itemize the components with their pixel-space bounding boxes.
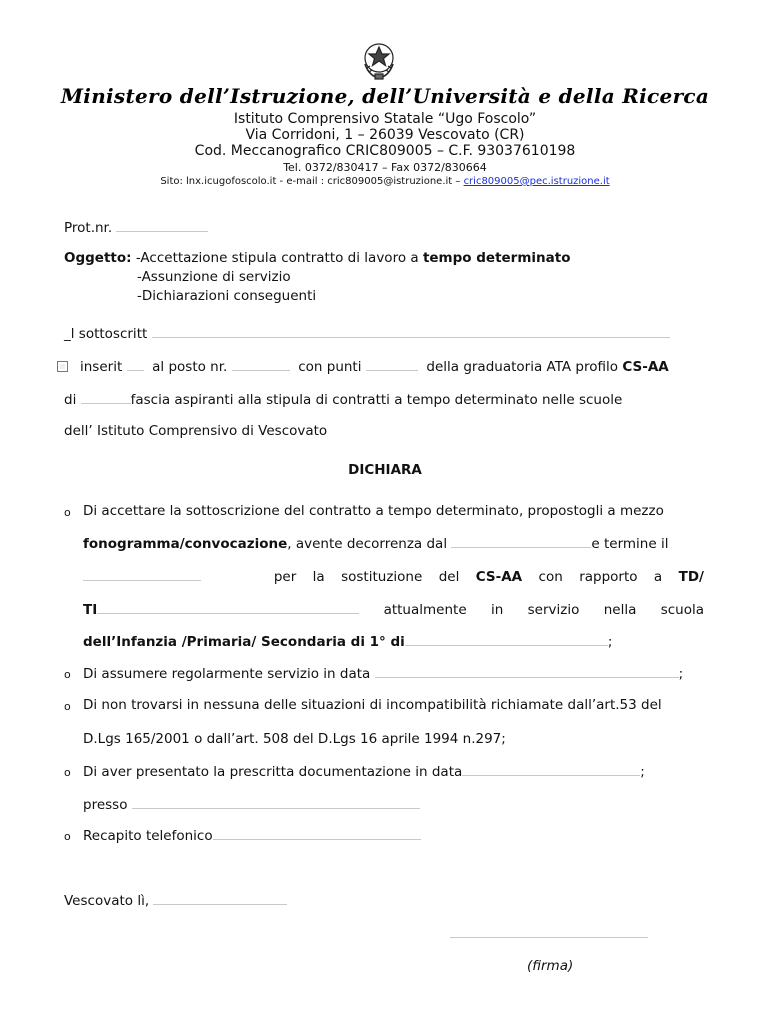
fonogram-label: fonogramma/convocazione — [83, 536, 288, 552]
ministry-title: Ministero dell’Istruzione, dell’Università e della Ricerca — [60, 84, 710, 108]
protocol-blank[interactable] — [116, 219, 208, 232]
gender-blank[interactable] — [127, 358, 144, 371]
school-type-label: dell’Infanzia /Primaria/ Secondaria di 1° di — [83, 634, 405, 650]
item1-line5 — [83, 633, 612, 650]
place-date-line — [64, 892, 287, 909]
word-sostituzione: sostituzione — [341, 569, 423, 585]
word-in: in — [490, 602, 504, 618]
subject-bold: tempo determinato — [422, 250, 571, 266]
position-blank[interactable] — [232, 358, 290, 371]
semicolon: ; — [640, 764, 645, 780]
place-date-blank[interactable] — [153, 892, 287, 905]
school-blank[interactable] — [405, 633, 608, 646]
protocol-label: Prot.nr. — [64, 220, 113, 236]
points-blank[interactable] — [366, 358, 418, 371]
bullet-3: o — [64, 700, 71, 713]
presso-blank[interactable] — [132, 796, 420, 809]
word-del: del — [438, 569, 460, 585]
signature-label: (firma) — [527, 958, 574, 974]
school-phone: Tel. 0372/830417 – Fax 0372/830664 — [283, 161, 487, 174]
documentation-date-blank[interactable] — [462, 763, 640, 776]
profile-code: CS-AA — [622, 359, 669, 375]
word-attualmente: attualmente — [383, 602, 467, 618]
start-date-blank[interactable] — [451, 535, 591, 548]
fascia-line — [64, 391, 622, 408]
signer-line — [64, 325, 670, 342]
protocol-number — [64, 219, 208, 236]
subject-text-1: -Accettazione stipula contratto di lavoro a — [135, 250, 423, 266]
signer-label: _l sottoscritt — [64, 326, 148, 342]
pec-email-link[interactable]: cric809005@pec.istruzione.it — [463, 176, 610, 187]
signature-blank[interactable] — [450, 925, 648, 938]
bullet-2: o — [64, 668, 71, 681]
contract-type-ti: TI — [83, 602, 98, 618]
word-la: la — [312, 569, 325, 585]
item3-line1: Di non trovarsi in nessuna delle situazioni di incompatibilità richiamate dall’art.53 del — [83, 697, 662, 713]
profile-code-2: CS-AA — [475, 569, 523, 585]
di-label: di — [64, 392, 77, 408]
signer-name-blank[interactable] — [152, 325, 670, 338]
word-scuola: scuola — [660, 602, 704, 618]
word-a: a — [653, 569, 663, 585]
presso-line — [83, 796, 420, 813]
decorrenza-label: , avente decorrenza dal — [287, 536, 448, 552]
ranking-label: della graduatoria ATA profilo — [426, 359, 619, 375]
item2-line — [83, 665, 683, 682]
item1-line3 — [83, 568, 704, 585]
subject-line-2: -Assunzione di servizio — [137, 269, 291, 285]
institute-line: dell’ Istituto Comprensivo di Vescovato — [64, 423, 328, 439]
semicolon: ; — [678, 666, 684, 682]
item1-line2 — [83, 535, 668, 552]
contract-type-td: TD/ — [678, 569, 704, 585]
points-label: con punti — [298, 359, 362, 375]
documentation-date-label: Di aver presentato la prescritta documentazione in data — [83, 764, 463, 780]
italian-republic-emblem-icon — [361, 38, 397, 82]
fascia-blank[interactable] — [81, 391, 131, 404]
ranking-line — [80, 358, 669, 375]
end-date-blank[interactable] — [83, 568, 201, 581]
word-nella: nella — [603, 602, 637, 618]
item4-line — [83, 763, 645, 780]
service-date-blank[interactable] — [375, 665, 679, 678]
presso-label: presso — [83, 797, 128, 813]
substitute-blank[interactable] — [97, 601, 359, 614]
word-per: per — [273, 569, 297, 585]
school-contacts — [0, 176, 770, 187]
subject-line-3: -Dichiarazioni conseguenti — [137, 288, 317, 304]
item3-line2: D.Lgs 165/2001 o dall’art. 508 del D.Lgs 16 aprile 1994 n.297; — [83, 731, 506, 747]
school-name: Istituto Comprensivo Statale “Ugo Foscolo” — [233, 111, 537, 127]
word-con: con — [538, 569, 563, 585]
phone-blank[interactable] — [213, 827, 421, 840]
school-codes: Cod. Meccanografico CRIC809005 – C.F. 93037610198 — [194, 143, 576, 159]
declares-heading: DICHIARA — [348, 462, 422, 478]
bullet-5: o — [64, 830, 71, 843]
subject-label: Oggetto: — [64, 250, 132, 266]
service-date-label: Di assumere regolarmente servizio in data — [83, 666, 371, 682]
semicolon: ; — [607, 634, 613, 650]
place-label: Vescovato lì, — [64, 893, 150, 909]
word-servizio: servizio — [527, 602, 580, 618]
position-label: al posto nr. — [152, 359, 228, 375]
end-date-label: e termine il — [591, 536, 669, 552]
inserit-label: inserit — [80, 359, 123, 375]
subject-line-1 — [64, 250, 570, 266]
item5-line — [83, 827, 421, 844]
item1-line4 — [83, 601, 704, 618]
phone-label: Recapito telefonico — [83, 828, 213, 844]
checkbox[interactable] — [57, 361, 68, 372]
bullet-4: o — [64, 766, 71, 779]
bullet-1: o — [64, 506, 71, 519]
item1-line1: Di accettare la sottoscrizione del contratto a tempo determinato, propostogli a mezzo — [83, 503, 664, 519]
school-address: Via Corridoni, 1 – 26039 Vescovato (CR) — [245, 127, 525, 143]
word-rapporto: rapporto — [579, 569, 638, 585]
contacts-text: Sito: lnx.icugofoscolo.it - e-mail : cric809005@istruzione.it – — [160, 176, 464, 187]
fascia-text: fascia aspiranti alla stipula di contratti a tempo determinato nelle scuole — [130, 392, 623, 408]
